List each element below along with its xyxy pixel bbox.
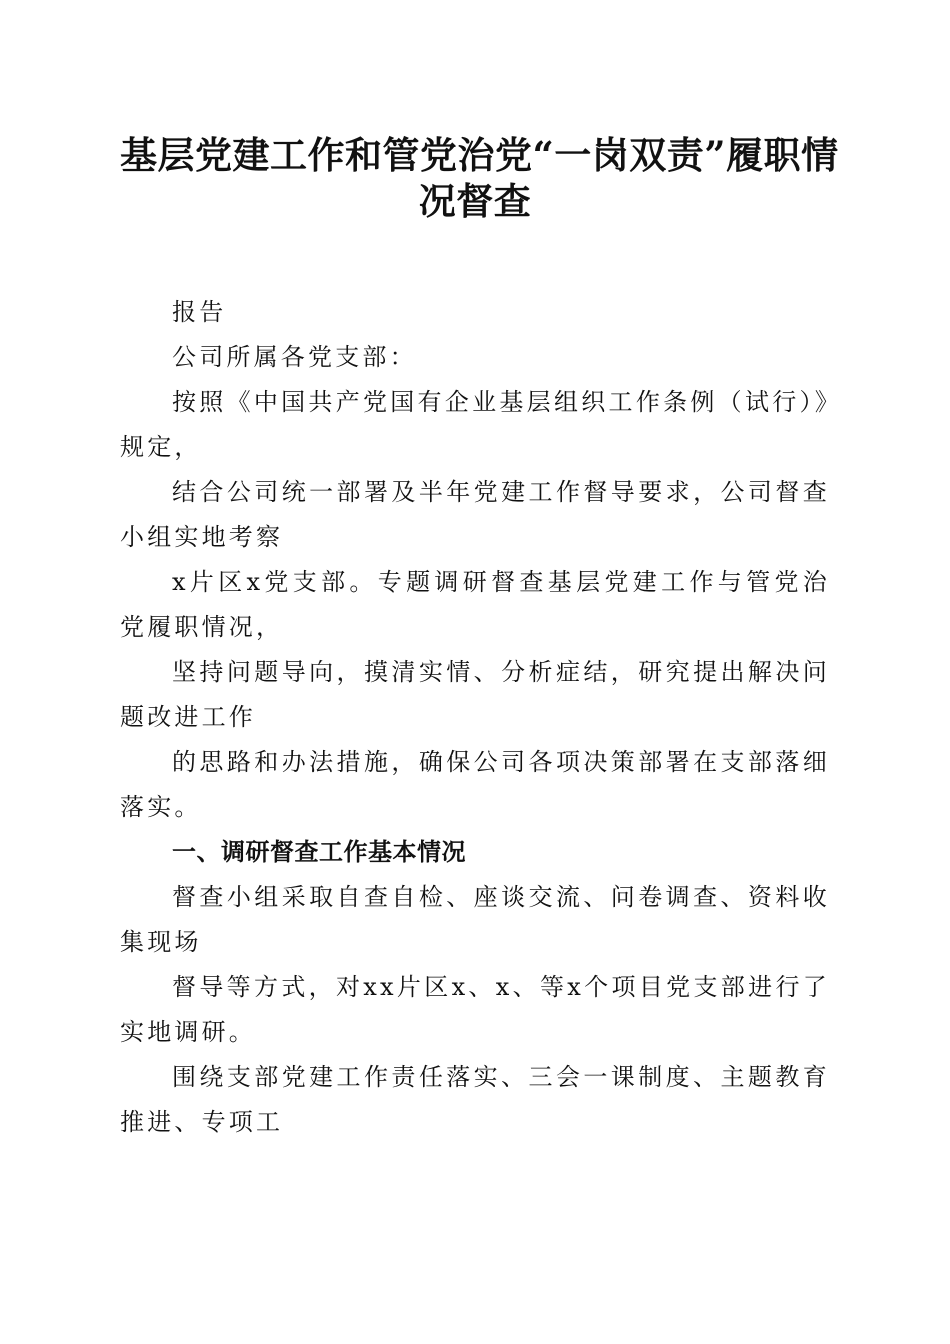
document-title bbox=[120, 132, 839, 224]
paragraph-field-research: 督导等方式，对xx片区x、x、等x个项目党支部进行了实地调研。 bbox=[120, 973, 830, 1046]
paragraph-salutation: 公司所属各党支部： bbox=[172, 343, 417, 371]
section-heading-1: 一、调研督查工作基本情况 bbox=[172, 838, 466, 866]
paragraph-methods: 督查小组采取自查自检、座谈交流、问卷调查、资料收集现场 bbox=[120, 883, 830, 956]
paragraph-focus-areas: 围绕支部党建工作责任落实、三会一课制度、主题教育推进、专项工 bbox=[120, 1063, 830, 1136]
paragraph-report-label: 报告 bbox=[172, 298, 227, 326]
paragraph-deployment: 结合公司统一部署及半年党建工作督导要求，公司督查小组实地考察 bbox=[120, 478, 830, 551]
document-body bbox=[120, 290, 830, 1145]
paragraph-measures: 的思路和办法措施，确保公司各项决策部署在支部落细落实。 bbox=[120, 748, 830, 821]
paragraph-inspection-scope: x片区x党支部。专题调研督查基层党建工作与管党治党履职情况， bbox=[120, 568, 830, 641]
title-line-1: 基层党建工作和管党治党“一岗双责”履职情 bbox=[120, 133, 839, 177]
paragraph-problem-orientation: 坚持问题导向，摸清实情、分析症结，研究提出解决问题改进工作 bbox=[120, 658, 830, 731]
paragraph-basis: 按照《中国共产党国有企业基层组织工作条例（试行）》规定， bbox=[120, 388, 830, 461]
title-line-2: 况督查 bbox=[418, 179, 532, 223]
